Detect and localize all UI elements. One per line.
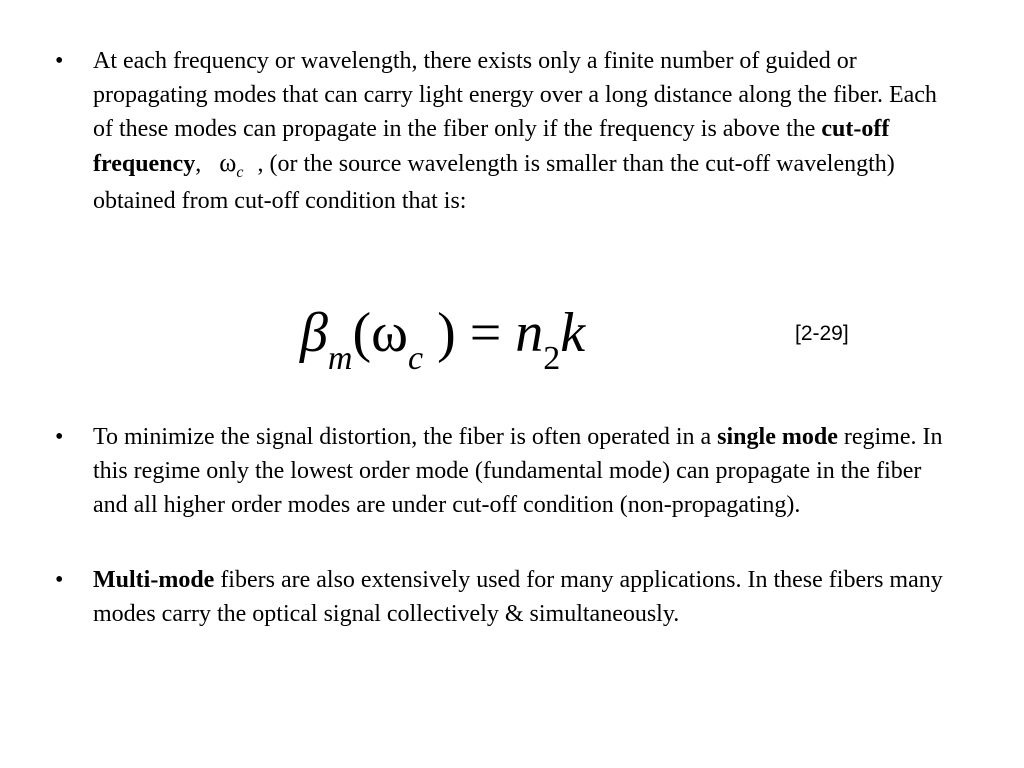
bold-term-single-mode: single mode [717,424,838,450]
bullet-text [93,44,955,218]
equation-close-equals: ) = [423,302,516,364]
equation-beta-subscript: m [327,340,353,377]
bullet-text-part: To minimize the signal distortion, the fiber is often operated in a [93,424,718,450]
bold-term-multi-mode: Multi-mode [93,567,215,593]
bullet-text-part: , [195,151,202,177]
bullet-text-part: , (or the source wavelength is smaller than the cut-off wavelength) obtained from cut-off condition that is: [93,151,895,214]
bullet-item-multi-mode [55,563,955,631]
equation-n: n [515,302,544,364]
equation-cutoff-condition [300,298,585,378]
bullet-text [93,563,955,631]
omega-glyph: ω [219,148,237,177]
bullet-marker: • [55,48,64,74]
bullet-text-part: regime. In this regime only the lowest order mode (fundamental mode) can propagate in the fiber and all higher order modes are under cut-off condition (non-propagating). [93,424,943,518]
bullet-item-cutoff-frequency [55,44,955,218]
bullet-text-part: At each frequency or wavelength, there exists only a finite number of guided or propagating modes that can carry light energy over a long distance along the fiber. Each of these modes can propagate in the fiber only if the frequency is above the [93,48,937,142]
bullet-marker: • [55,424,64,450]
bullet-marker: • [55,567,64,593]
equation-omega-subscript: c [407,340,424,377]
omega-subscript: c [236,164,244,181]
equation-omega: ω [371,302,408,364]
equation-beta: β [300,302,328,364]
bullet-text-part: fibers are also extensively used for many applications. In these fibers many modes carry the optical signal collectively & simultaneously. [93,567,943,627]
bold-term-cutoff-frequency: cut-off frequency [93,116,890,177]
equation-k: k [560,302,586,364]
equation-n-subscript: 2 [543,340,561,377]
bullet-item-single-mode [55,420,955,522]
equation-reference-number: [2-29] [795,322,849,345]
equation-open-paren: ( [352,302,372,364]
bullet-text [93,420,955,522]
omega-c-symbol [219,146,243,184]
